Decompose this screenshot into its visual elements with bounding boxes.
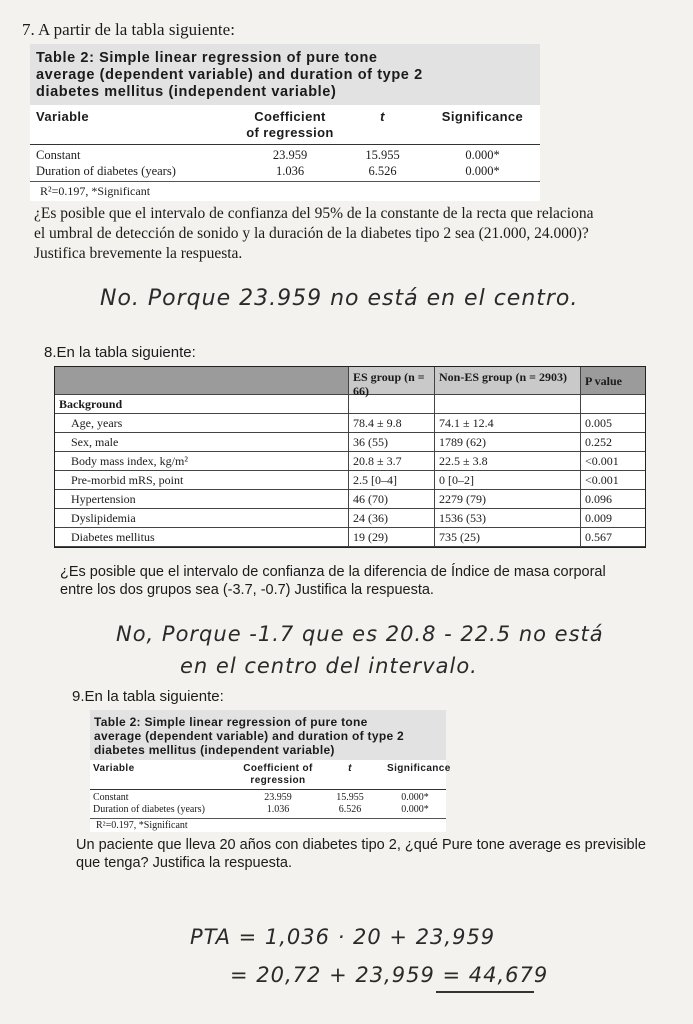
table-cell: 6.526 bbox=[338, 804, 362, 815]
header-cell: Coefficient of regression bbox=[246, 109, 334, 140]
table-cell: Background bbox=[55, 395, 349, 414]
table-cell: Duration of diabetes (years) bbox=[93, 804, 205, 815]
title-line: average (dependent variable) and duration of type 2 bbox=[36, 67, 423, 83]
q9-question bbox=[76, 836, 676, 872]
table-cell: Duration of diabetes (years) bbox=[36, 164, 176, 178]
table-cell: Pre-morbid mRS, point bbox=[55, 471, 349, 490]
header-cell: Non-ES group (n = 2903) bbox=[435, 367, 581, 395]
header-cell bbox=[55, 367, 349, 395]
table-row bbox=[55, 395, 645, 414]
answer-line: en el centro del intervalo. bbox=[180, 654, 478, 678]
q7-regression-table bbox=[30, 44, 540, 201]
question-line: ¿Es posible que el intervalo de confianza del 95% de la constante de la recta que relaciona bbox=[34, 205, 594, 222]
question-line: Un paciente que lleva 20 años con diabetes tipo 2, ¿qué Pure tone average es previsible bbox=[76, 837, 646, 853]
answer-line: PTA = 1,036 · 20 + 23,959 bbox=[190, 925, 496, 949]
q9-heading: 9.En la tabla siguiente: bbox=[72, 688, 224, 705]
q8-heading: 8.En la tabla siguiente: bbox=[44, 344, 196, 361]
table-cell: Body mass index, kg/m² bbox=[55, 452, 349, 471]
table-row bbox=[55, 471, 645, 490]
table-header-row bbox=[30, 105, 540, 144]
table-cell: 0.000* bbox=[465, 148, 500, 162]
table-cell: 0.000* bbox=[401, 804, 429, 815]
header-cell: Coefficient of regression bbox=[243, 763, 313, 786]
table-row bbox=[55, 490, 645, 509]
table-cell: 1.036 bbox=[266, 804, 290, 815]
table-cell: 0.009 bbox=[581, 509, 645, 528]
table-cell: 6.526 bbox=[368, 164, 397, 178]
table-cell: 0.252 bbox=[581, 433, 645, 452]
table-row bbox=[55, 452, 645, 471]
table-cell: Constant bbox=[36, 148, 81, 162]
table-title bbox=[30, 44, 540, 105]
header-cell: Variable bbox=[93, 763, 135, 774]
q8-handwritten-answer bbox=[116, 618, 604, 682]
table-cell: 36 (55) bbox=[349, 433, 435, 452]
answer-line: = 20,72 + 23,959 = 44,679 bbox=[230, 963, 549, 987]
table-cell bbox=[349, 395, 435, 414]
table-cell bbox=[435, 395, 581, 414]
table-row bbox=[30, 163, 540, 181]
title-line: Table 2: Simple linear regression of pure tone bbox=[36, 50, 378, 66]
table-cell bbox=[581, 395, 645, 414]
q9-regression-table bbox=[90, 710, 451, 832]
question-line: entre los dos grupos sea (-3.7, -0.7) Justifica la respuesta. bbox=[60, 582, 434, 598]
title-line: Table 2: Simple linear regression of pure tone bbox=[94, 715, 368, 729]
table-cell: 0.096 bbox=[581, 490, 645, 509]
table-cell: <0.001 bbox=[581, 452, 645, 471]
table-cell: 19 (29) bbox=[349, 528, 435, 547]
q7-heading: 7. A partir de la tabla siguiente: bbox=[22, 20, 235, 39]
table-cell: 2279 (79) bbox=[435, 490, 581, 509]
title-line: average (dependent variable) and duration of type 2 bbox=[94, 729, 405, 743]
table-header-row bbox=[55, 367, 645, 398]
table-cell: 23.959 bbox=[272, 148, 308, 162]
question-line: Justifica brevemente la respuesta. bbox=[34, 245, 243, 262]
title-line: diabetes mellitus (independent variable) bbox=[36, 84, 337, 100]
table-footnote: R²=0.197, *Significant bbox=[90, 818, 446, 832]
table-cell: 20.8 ± 3.7 bbox=[349, 452, 435, 471]
q9-handwritten-answer bbox=[190, 918, 548, 994]
header-cell: Significance bbox=[441, 109, 524, 124]
table-cell: 1536 (53) bbox=[435, 509, 581, 528]
table-body bbox=[55, 395, 645, 547]
table-cell: 735 (25) bbox=[435, 528, 581, 547]
header-cell: P value bbox=[581, 367, 645, 395]
table-cell: 2.5 [0–4] bbox=[349, 471, 435, 490]
table-cell: 1.036 bbox=[275, 164, 305, 178]
table-cell: 15.955 bbox=[365, 148, 400, 162]
header-cell: ES group (n = 66) bbox=[349, 367, 435, 395]
table-cell: 74.1 ± 12.4 bbox=[435, 414, 581, 433]
table-cell: 0.000* bbox=[401, 792, 429, 803]
title-line: diabetes mellitus (independent variable) bbox=[94, 743, 335, 757]
table-cell: 0.567 bbox=[581, 528, 645, 547]
header-cell: Variable bbox=[36, 109, 90, 124]
table-row bbox=[55, 528, 645, 547]
question-line: que tenga? Justifica la respuesta. bbox=[76, 855, 293, 871]
table-row bbox=[55, 433, 645, 452]
question-line: el umbral de detección de sonido y la duración de la diabetes tipo 2 sea (21.000, 24.000)? bbox=[34, 225, 589, 242]
table-cell: 1789 (62) bbox=[435, 433, 581, 452]
table-row bbox=[90, 804, 446, 818]
header-cell: t bbox=[380, 109, 385, 124]
table-cell: 22.5 ± 3.8 bbox=[435, 452, 581, 471]
table-footnote: R²=0.197, *Significant bbox=[30, 181, 540, 201]
table-cell: Diabetes mellitus bbox=[55, 528, 349, 547]
q7-question bbox=[34, 204, 664, 264]
answer-underline bbox=[436, 991, 534, 993]
table-cell: Sex, male bbox=[55, 433, 349, 452]
table-cell: Dyslipidemia bbox=[55, 509, 349, 528]
header-cell: t bbox=[348, 763, 352, 774]
table-row bbox=[90, 789, 446, 804]
table-header-row bbox=[90, 760, 451, 789]
q7-handwritten-answer: No. Porque 23.959 no está en el centro. bbox=[100, 286, 579, 311]
table-cell: 15.955 bbox=[336, 792, 364, 803]
table-title bbox=[90, 710, 446, 760]
table-cell: 0.005 bbox=[581, 414, 645, 433]
table-cell: 78.4 ± 9.8 bbox=[349, 414, 435, 433]
question-line: ¿Es posible que el intervalo de confianza de la diferencia de Índice de masa corporal bbox=[60, 564, 606, 580]
table-cell: 0.000* bbox=[465, 164, 500, 178]
table-cell: Hypertension bbox=[55, 490, 349, 509]
table-cell: Age, years bbox=[55, 414, 349, 433]
table-cell: 46 (70) bbox=[349, 490, 435, 509]
table-cell: <0.001 bbox=[581, 471, 645, 490]
header-cell: Significance bbox=[387, 763, 451, 774]
table-cell: Constant bbox=[93, 792, 129, 803]
table-row bbox=[30, 144, 540, 163]
table-cell: 0 [0–2] bbox=[435, 471, 581, 490]
q8-question bbox=[60, 563, 660, 599]
table-cell: 24 (36) bbox=[349, 509, 435, 528]
table-row bbox=[55, 414, 645, 433]
answer-line: No, Porque -1.7 que es 20.8 - 22.5 no está bbox=[116, 622, 604, 646]
table-row bbox=[55, 509, 645, 528]
table-cell: 23.959 bbox=[264, 792, 292, 803]
q8-patient-table bbox=[54, 366, 646, 548]
